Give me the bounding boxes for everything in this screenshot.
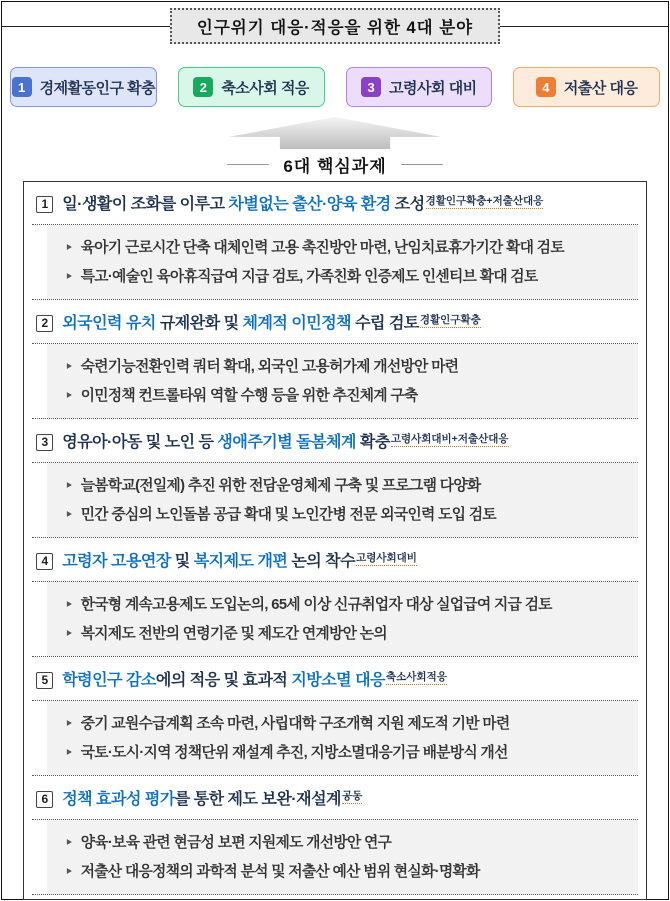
dotted-divider (32, 418, 638, 419)
category-number-badge: 1 (12, 77, 32, 97)
task-item (32, 668, 638, 776)
bullet-item (65, 738, 634, 767)
subtitle-text: 6대 핵심과제 (283, 156, 387, 176)
title-segment: 정책 효과성 평가 (62, 791, 175, 808)
task-detail-panel (47, 225, 638, 299)
task-item (32, 192, 638, 300)
task-number: 6 (36, 791, 53, 808)
title-segment: 일·생활이 조화를 이루고 (62, 196, 229, 213)
category-label: 경제활동인구 확충 (39, 79, 156, 97)
category-label: 축소사회 적응 (221, 79, 309, 97)
bullet-text: 한국형 계속고용제도 도입논의, 65세 이상 신규취업자 대상 실업급여 지급 검토 (80, 596, 552, 613)
bullet-item (65, 619, 634, 648)
task-title-text (62, 551, 417, 574)
category-box-3 (346, 67, 493, 107)
bullet-text: 민간 중심의 노인돌봄 공급 확대 및 노인간병 전문 외국인력 도입 검토 (80, 506, 496, 523)
task-number: 1 (36, 196, 53, 213)
bullet-text: 저출산 대응정책의 과학적 분석 및 저출산 예산 범위 현실화·명확화 (80, 863, 480, 880)
title-segment: 영유아·아동 및 노인 등 (62, 434, 218, 451)
task-title-text (62, 670, 447, 693)
bullet-triangle-icon: ‣ (65, 863, 73, 879)
bullet-triangle-icon: ‣ (65, 268, 73, 284)
up-arrow-shape (229, 117, 441, 149)
bullet-item (65, 590, 634, 619)
top-title-text: 인구위기 대응·적응을 위한 4대 분야 (196, 19, 474, 37)
category-label: 저출산 대응 (563, 79, 638, 97)
bullet-item (65, 828, 634, 857)
task-title (32, 668, 638, 700)
task-item (32, 311, 638, 419)
task-detail-panel (47, 344, 638, 418)
category-box-2 (178, 67, 325, 107)
subtitle-row (2, 150, 668, 178)
task-number: 2 (36, 315, 53, 332)
task-title-text (62, 432, 508, 455)
title-segment: 생애주기별 돌봄체계 (217, 434, 360, 451)
bullet-item (65, 352, 634, 381)
bullet-triangle-icon: ‣ (65, 387, 73, 403)
task-category-tag: 고령사회대비 (356, 552, 417, 564)
task-title-text (62, 313, 481, 336)
task-detail-panel (47, 701, 638, 775)
title-segment: 규제완화 및 (159, 315, 243, 332)
title-segment: 고령자 고용연장 (62, 553, 171, 570)
task-category-tag: 공동 (342, 790, 363, 802)
task-category-tag: 경활인구확충+저출산대응 (425, 195, 544, 207)
task-title (32, 192, 638, 224)
title-segment: 수립 검토 (355, 315, 419, 332)
title-segment: 논의 착수 (287, 553, 356, 570)
figure-frame (1, 1, 669, 900)
category-number-badge: 2 (193, 77, 213, 97)
bullet-triangle-icon: ‣ (65, 506, 73, 522)
dotted-divider (32, 656, 638, 657)
category-label: 고령사회 대비 (389, 79, 477, 97)
task-title (32, 549, 638, 581)
bullet-item (65, 471, 634, 500)
bullet-triangle-icon: ‣ (65, 715, 73, 731)
task-item (32, 787, 638, 895)
title-segment: 지방소멸 대응 (291, 672, 385, 689)
category-number-badge: 3 (361, 77, 381, 97)
task-title (32, 787, 638, 819)
key-tasks-box (23, 181, 647, 900)
task-title-text (62, 194, 543, 217)
category-box-4 (513, 67, 660, 107)
category-row (10, 67, 660, 107)
title-segment: 복지제도 개편 (193, 553, 288, 570)
task-title-text (62, 789, 362, 812)
bullet-text: 중기 교원수급계획 조속 마련, 사립대학 구조개혁 지원 제도적 기반 마련 (80, 715, 510, 732)
title-segment: 및 (170, 553, 194, 570)
bullet-item (65, 709, 634, 738)
bullet-triangle-icon: ‣ (65, 477, 73, 493)
title-segment: 체계적 이민정책 (242, 315, 356, 332)
task-detail-panel (47, 463, 638, 537)
task-detail-panel (47, 582, 638, 656)
bullet-text: 늘봄학교(전일제) 추진 위한 전담운영체제 구축 및 프로그램 다양화 (80, 477, 481, 494)
bullet-text: 이민정책 컨트롤타워 역할 수행 등을 위한 추진체계 구축 (80, 387, 418, 404)
task-category-tag: 경활인구확충 (419, 314, 481, 326)
title-segment: 학령인구 감소 (62, 672, 156, 689)
title-segment: 조성 (394, 196, 425, 213)
dotted-divider (32, 537, 638, 538)
bullet-item (65, 857, 634, 886)
task-item (32, 549, 638, 657)
bullet-triangle-icon: ‣ (65, 834, 73, 850)
task-number: 3 (36, 434, 53, 451)
top-banner (2, 8, 668, 46)
task-title (32, 430, 638, 462)
bullet-text: 양육·보육 관련 현금성 보편 지원제도 개선방안 연구 (80, 834, 392, 851)
bullet-text: 특고·예술인 육아휴직급여 지급 검토, 가족친화 인증제도 인센티브 확대 검토 (80, 268, 538, 285)
bullet-triangle-icon: ‣ (65, 596, 73, 612)
bullet-triangle-icon: ‣ (65, 239, 73, 255)
category-number-badge: 4 (536, 77, 556, 97)
task-item (32, 430, 638, 538)
bullet-item (65, 500, 634, 529)
bullet-triangle-icon: ‣ (65, 625, 73, 641)
bullet-triangle-icon: ‣ (65, 744, 73, 760)
title-segment: 를 통한 제도 보완·재설계 (174, 791, 342, 808)
task-category-tag: 고령사회대비+저출산대응 (390, 433, 509, 445)
subtitle-left-rule (227, 164, 269, 165)
bullet-item (65, 381, 634, 410)
category-box-1 (10, 67, 157, 107)
title-segment: 외국인력 유치 (62, 315, 160, 332)
dotted-divider (32, 299, 638, 300)
task-category-tag: 축소사회적응 (386, 671, 447, 683)
dotted-divider (32, 775, 638, 776)
bullet-item (65, 262, 634, 291)
subtitle-right-rule (401, 164, 443, 165)
bullet-text: 복지제도 전반의 연령기준 및 제도간 연계방안 논의 (80, 625, 387, 642)
title-segment: 차별없는 출산·양육 환경 (228, 196, 395, 213)
title-segment: 확충 (359, 434, 390, 451)
task-title (32, 311, 638, 343)
bullet-text: 국토·도시·지역 정책단위 재설계 추진, 지방소멸대응기금 배분방식 개선 (80, 744, 508, 761)
bullet-item (65, 233, 634, 262)
bullet-triangle-icon: ‣ (65, 358, 73, 374)
bullet-text: 육아기 근로시간 단축 대체인력 고용 촉진방안 마련, 난임치료휴가기간 확대 검토 (80, 239, 564, 256)
task-number: 5 (36, 672, 53, 689)
bullet-text: 숙련기능전환인력 쿼터 확대, 외국인 고용허가제 개선방안 마련 (80, 358, 459, 375)
task-detail-panel (47, 820, 638, 894)
dotted-divider (32, 894, 638, 895)
top-title-box (170, 8, 500, 44)
title-segment: 에의 적응 및 효과적 (155, 672, 292, 689)
task-number: 4 (36, 553, 53, 570)
key-tasks-list (32, 192, 638, 895)
